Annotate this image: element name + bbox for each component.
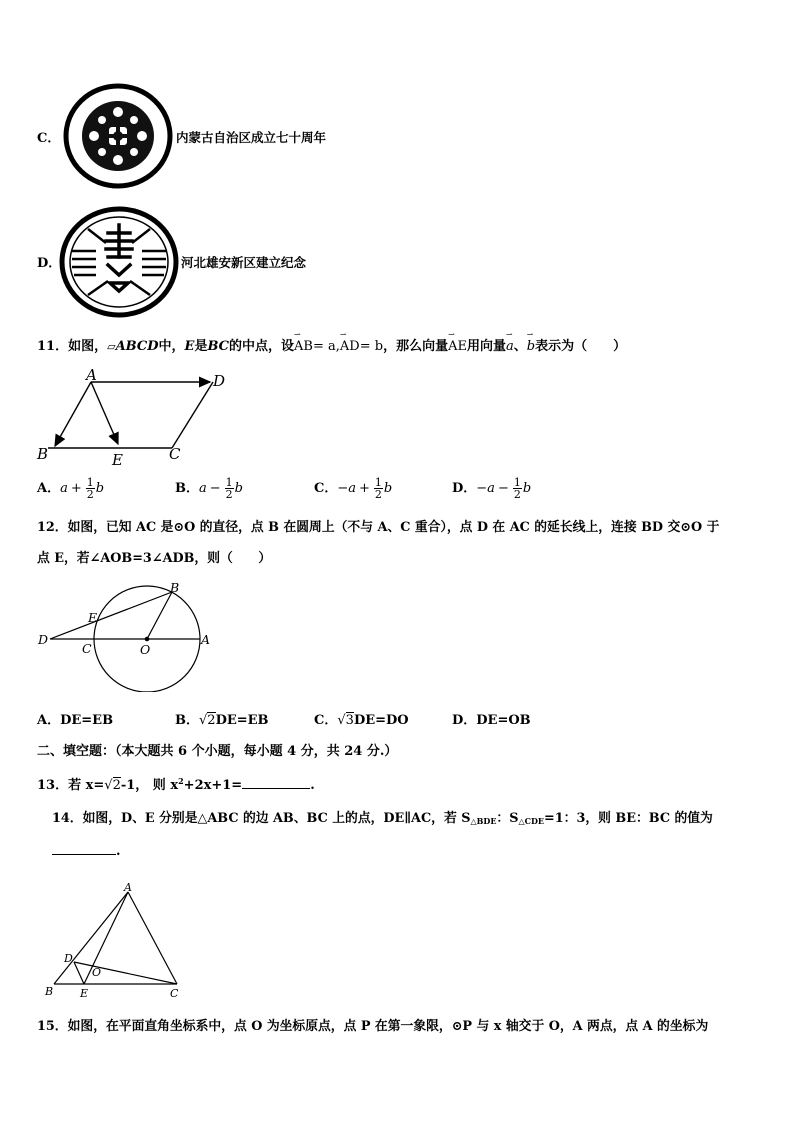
label-a: A	[201, 632, 211, 647]
answer-blank[interactable]	[52, 854, 116, 855]
label-b: B	[37, 445, 49, 463]
q11-option-a: A． a + $\frac{1}{2}$ b	[37, 476, 105, 501]
answer-blank[interactable]	[242, 788, 310, 789]
question-14-answer-line: .	[52, 845, 121, 858]
label-o: O	[92, 966, 102, 979]
label-o: O	[140, 642, 151, 657]
circle-secant-figure	[34, 578, 214, 692]
label-a: A	[124, 881, 132, 894]
q11-option-b: B． a − $\frac{1}{2}$ b	[175, 476, 243, 501]
question-13: 13．若 x=√2-1， 则 $x^2+2x+1=$ .	[37, 776, 315, 793]
vector-arrow-icon: ⇀	[448, 330, 455, 339]
label-c: C	[82, 641, 92, 656]
label-d: D	[64, 952, 73, 965]
q12-option-a: A．DE=EB	[37, 713, 114, 728]
label-d: D	[213, 372, 226, 390]
parallelogram-figure	[32, 364, 242, 468]
triangle-figure	[40, 880, 190, 1002]
label-d: D	[38, 632, 49, 647]
option-d-caption: 河北雄安新区建立纪念	[181, 255, 307, 270]
label-a: A	[86, 366, 97, 384]
inner-mongolia-commemorative-coin-image	[62, 82, 174, 190]
label-e: E	[112, 451, 123, 468]
option-d-letter: D．	[37, 256, 62, 271]
question-15: 15．如图，在平面直角坐标系中，点 O 为坐标原点，点 P 在第一象限，⊙P 与 x 轴交于 O，A 两点，点 A 的坐标为	[37, 1019, 709, 1034]
question-11-stem: 11．如图，▱ABCD中，E是BC的中点，设 ⇀ AB= a, ⇀ AD= b，那么向量 ⇀ AE用向量 ⇀ a、 ⇀ b表示为（ ）	[37, 330, 627, 354]
label-b: B	[170, 580, 180, 595]
label-c: C	[170, 987, 179, 1000]
q11-option-d: D． −a − $\frac{1}{2}$ b	[452, 476, 532, 501]
option-c-caption: 内蒙古自治区成立七十周年	[176, 130, 327, 145]
q12-option-d: D．DE=OB	[452, 713, 531, 728]
question-12-line-2: 点 E，若∠AOB=3∠ADB，则（ ）	[37, 551, 272, 566]
section-2-heading: 二、填空题：（本大题共 6 个小题，每小题 4 分，共 24 分.）	[37, 744, 398, 759]
label-e: E	[88, 610, 98, 625]
vector-arrow-icon: ⇀	[526, 330, 534, 339]
label-b: B	[45, 985, 54, 998]
q12-option-c: C．√3DE=DO	[314, 713, 409, 728]
question-14: 14．如图，D、E 分别是△ABC 的边 AB、BC 上的点，DE∥AC，若 $S_{\triangle BDE}$：$S_{\triangle CDE}=1$：3，则 BE：BC 的值为	[52, 811, 713, 826]
parallelogram-symbol-icon: ▱	[107, 340, 116, 353]
vector-arrow-icon: ⇀	[506, 330, 513, 339]
option-c-letter: C．	[37, 131, 61, 146]
vector-arrow-icon: ⇀	[294, 330, 301, 339]
q11-option-c: C． −a + $\frac{1}{2}$ b	[314, 476, 393, 501]
question-12-line-1: 12．如图，已知 AC 是⊙O 的直径，点 B 在圆周上（不与 A、C 重合），点 D 在 AC 的延长线上，连接 BD 交⊙O 于	[37, 520, 720, 535]
xiongan-commemorative-coin-image	[58, 205, 180, 319]
label-e: E	[80, 987, 89, 1000]
label-c: C	[169, 445, 181, 463]
vector-arrow-icon: ⇀	[339, 330, 347, 339]
q12-option-b: B．√2DE=EB	[175, 713, 269, 728]
